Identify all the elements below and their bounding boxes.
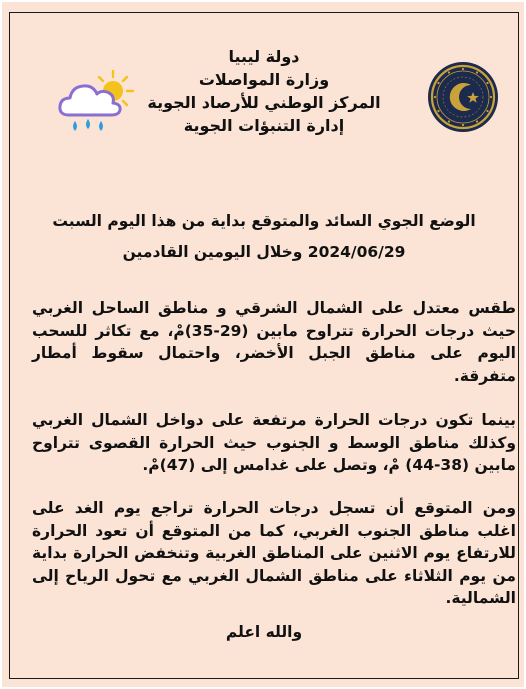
header-center: المركز الوطني للأرصاد الجوية [147,93,381,112]
forecast-title [10,206,518,268]
title-line-1: الوضع الجوي السائد والمتوقع بداية من هذا اليوم السبت [52,212,476,230]
letterhead [10,45,518,137]
title-line-2: 2024/06/29 وخلال اليومين القادمين [122,243,406,261]
document-page [2,2,524,687]
header-state: دولة ليبيا [228,47,300,66]
header-ministry: وزارة المواصلات [198,70,330,89]
paragraph-outlook: ومن المتوقع أن تسجل درجات الحرارة تراجع يوم الغد على اغلب مناطق الجنوب الغربي، كما من المتوقع أن تعود الحرارة للارتفاع يوم الاثنين على المناطق الغربية وتنخفض الحرارة بداية من يوم الثلاثاء على مناطق الشمال الغربي مع تحول الرياح إلى الشمالية. [32,499,516,607]
header-department: إدارة التنبؤات الجوية [183,116,345,135]
paragraph-north-coast: طقس معتدل على الشمال الشرقي و مناطق الساحل الغربي حيث درجات الحرارة تتراوح مابين (29-35)مْ، مع تكاثر للسحب اليوم على مناطق الجبل الأخضر، واحتمال سقوط أمطار متفرقة. [32,299,516,385]
paragraph-interior-south: بينما تكون درجات الحرارة مرتفعة على دواخل الشمال الغربي وكذلك مناطق الوسط و الجنوب حيث الحرارة القصوى تتراوح مابين (38-44) مْ، وتصل على غدامس إلى (47)مْ. [32,411,516,474]
closing-phrase: والله اعلم [225,623,303,641]
document-frame [9,12,519,679]
